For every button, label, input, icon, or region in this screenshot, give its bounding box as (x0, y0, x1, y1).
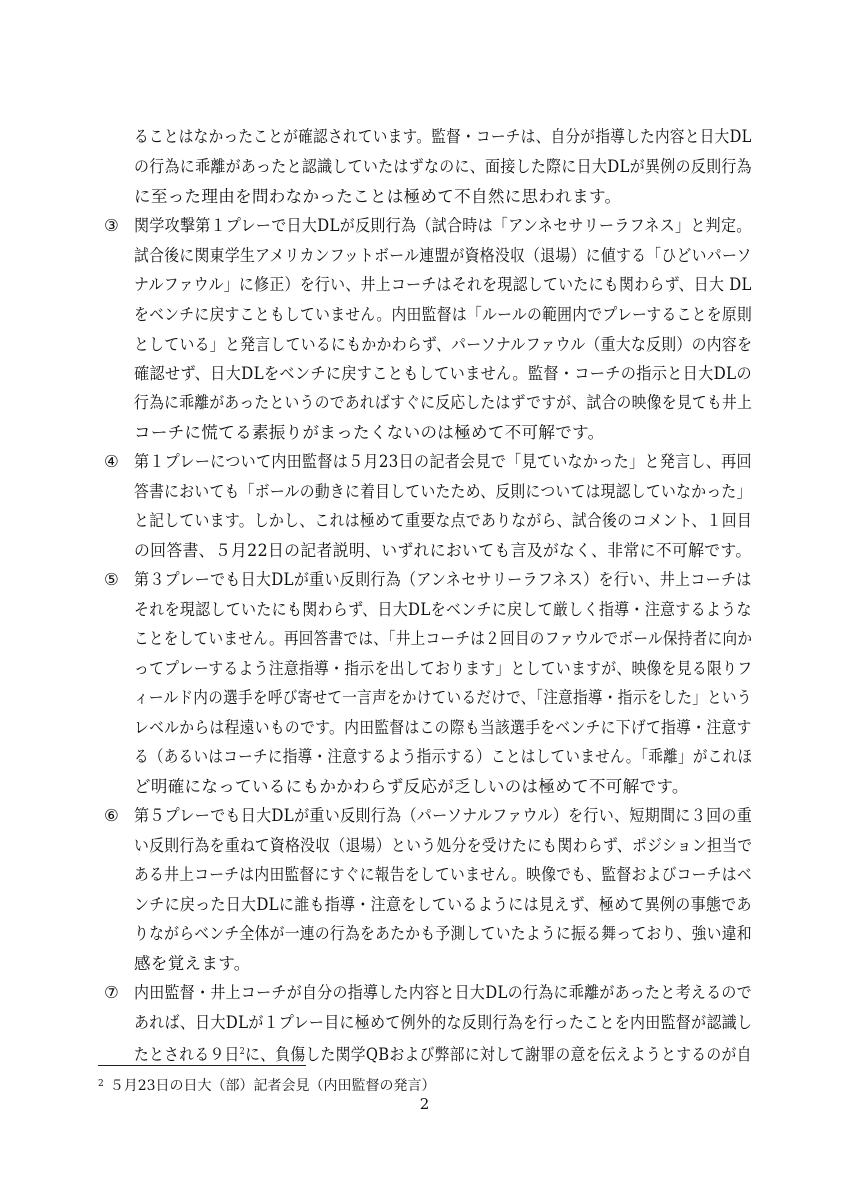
item-line-part: に、負傷した関学QBおよび弊部に対して謝罪の意を伝えようとするのが自 (245, 1045, 752, 1064)
item-line: る（あるいはコーチに指導・注意するよう指示する）ことはしていません。「乖離」がこれほ (134, 747, 753, 766)
item-line: あれば、日大DLが１プレー目に極めて例外的な反則行為を行ったことを内田監督が認識し (134, 1013, 753, 1032)
item-marker: ⑤ (104, 570, 119, 589)
item-line: 第１プレーについて内田監督は５月23日の記者会見で「見ていなかった」と発言し、再回 (134, 452, 752, 471)
item-line: をベンチに戻すこともしていません。内田監督は「ルールの範囲内でプレーすることを原則 (134, 305, 753, 324)
item-line-part: たとされる９日 (134, 1045, 240, 1064)
item-marker: ⑦ (104, 983, 119, 1002)
item-line: ある井上コーチは内田監督にすぐに報告をしていません。映像でも、監督およびコーチはベ (134, 865, 752, 884)
item-line: ど明確になっているにもかかわらず反応が乏しいのは極めて不可解です。 (134, 777, 689, 796)
item-line: と記しています。しかし、これは極めて重要な点でありながら、試合後のコメント、１回目 (134, 511, 753, 530)
item-line: 答書においても「ボールの動きに着目していたため、反則については現認していなかった」 (134, 482, 752, 501)
item-line: としている」と発言しているにもかかわらず、パーソナルファウル（重大な反則）の内容を (134, 335, 753, 354)
item-line: それを現認していたにも関わらず、日大DLをベンチに戻して厳しく指導・注意するような (134, 600, 752, 619)
footnote-mark: 2 (98, 1079, 104, 1089)
item-marker: ④ (104, 452, 119, 471)
footnote (98, 1074, 436, 1096)
intro-line: の行為に乖離があったと認識していたはずなのに、面接した際に日大DLが異例の反則行為 (134, 157, 752, 176)
item-line: 第５プレーでも日大DLが重い反則行為（パーソナルファウル）を行い、短期間に３回の重 (134, 806, 753, 825)
item-line: レベルからは程遠いものです。内田監督はこの際も当該選手をベンチに下げて指導・注意す (134, 718, 752, 737)
item-line: ンチに戻った日大DLに誰も指導・注意をしているようには見えず、極めて異例の事態であ (134, 895, 752, 914)
footnote-divider (98, 1065, 306, 1066)
intro-line: ることはなかったことが確認されています。監督・コーチは、自分が指導した内容と日大DL (134, 127, 752, 146)
item-line: ナルファウル」に修正）を行い、井上コーチはそれを現認していたにも関わらず、日大 DL (134, 275, 752, 294)
footnote-reference: 2 (239, 1047, 246, 1057)
item-line: い反則行為を重ねて資格没収（退場）という処分を受けたにも関わらず、ポジション担当で (134, 836, 753, 855)
item-line: 試合後に関東学生アメリカンフットボール連盟が資格没収（退場）に値する「ひどいパーソ (134, 246, 752, 265)
item-line: 感を覚えます。 (134, 954, 251, 973)
item-line: りながらベンチ全体が一連の行為をあたかも予測していたように振る舞っており、強い違和 (134, 924, 752, 943)
item-line: 確認せず、日大DLをベンチに戻すこともしていません。監督・コーチの指示と日大DLの (134, 364, 752, 383)
item-line: ことをしていません。再回答書では、「井上コーチは２回目のファウルでボール保持者に向か (134, 629, 753, 648)
intro-line: に至った理由を問わなかったことは極めて不自然に思われます。 (134, 187, 622, 206)
footnote-text: ５月23日の日大（部）記者会見（内田監督の発言） (109, 1078, 436, 1094)
item-line: 関学攻撃第１プレーで日大DLが反則行為（試合時は「アンネセサリーラフネス」と判定。 (134, 216, 752, 235)
item-marker: ③ (104, 216, 119, 235)
item-line: コーチに慌てる素振りがまったくないのは極めて不可解です。 (134, 423, 605, 442)
item-line: 第３プレーでも日大DLが重い反則行為（アンネセサリーラフネス）を行い、井上コーチは (134, 570, 752, 589)
page-number: 2 (419, 1095, 430, 1113)
item-line: ってプレーするよう注意指導・指示を出しております」としていますが、映像を見る限りフ (134, 659, 753, 678)
item-line: の回答書、５月22日の記者説明、いずれにおいても言及がなく、非常に不可解です。 (134, 541, 752, 560)
item-line: 内田監督・井上コーチが自分の指導した内容と日大DLの行為に乖離があったと考えるので (134, 983, 752, 1002)
item-line: 行為に乖離があったというのであればすぐに反応したはずですが、試合の映像を見ても井上 (134, 393, 753, 412)
item-line (134, 1041, 752, 1066)
item-line: ィールド内の選手を呼び寄せて一言声をかけているだけで、「注意指導・指示をした」という (134, 688, 752, 707)
item-marker: ⑥ (104, 806, 119, 825)
